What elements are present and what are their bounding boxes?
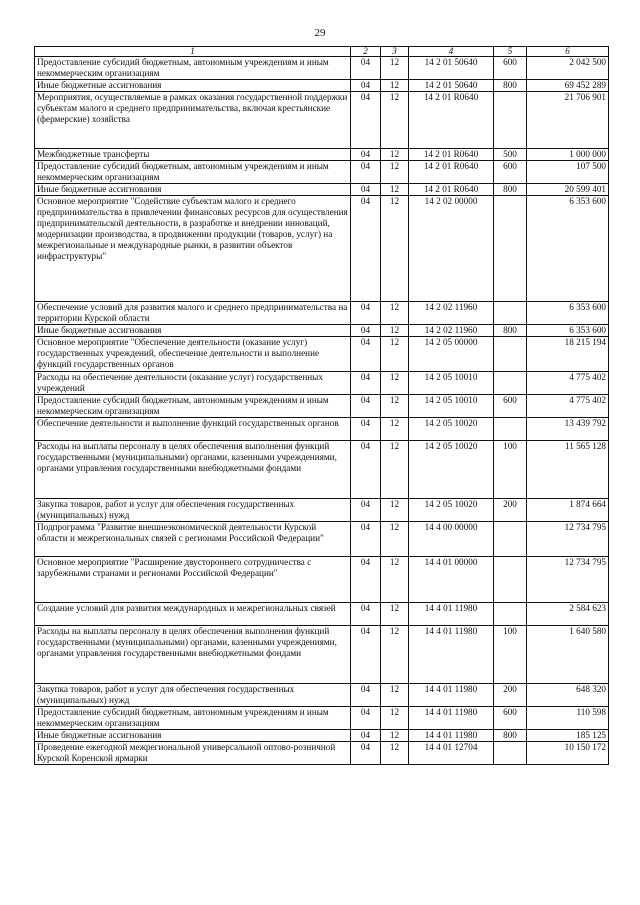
- row-name: Мероприятия, осуществляемые в рамках оказания государственной поддержки субъектам малого и среднего предпринимательства, включая крестьянские (фермерские) хозяйства: [35, 92, 351, 149]
- row-expense-type: [494, 302, 527, 325]
- row-code: 14 4 01 11980: [409, 707, 494, 730]
- table-row: [35, 80, 609, 92]
- row-amount: 1 000 000: [527, 149, 609, 161]
- row-section: 04: [351, 626, 381, 684]
- budget-allocation-table: [34, 46, 609, 765]
- row-code: 14 2 05 10010: [409, 395, 494, 418]
- table-row: [35, 196, 609, 302]
- row-amount: 11 565 128: [527, 441, 609, 499]
- row-amount: 2 584 623: [527, 603, 609, 626]
- row-subsection: 12: [381, 395, 409, 418]
- row-subsection: 12: [381, 707, 409, 730]
- row-expense-type: 100: [494, 441, 527, 499]
- row-section: 04: [351, 707, 381, 730]
- row-section: 04: [351, 80, 381, 92]
- row-code: 14 2 01 R0640: [409, 161, 494, 184]
- table-row: [35, 626, 609, 684]
- row-code: 14 4 01 00000: [409, 557, 494, 603]
- row-section: 04: [351, 441, 381, 499]
- row-expense-type: 200: [494, 684, 527, 707]
- row-subsection: 12: [381, 184, 409, 196]
- table-row: [35, 149, 609, 161]
- row-subsection: 12: [381, 418, 409, 441]
- row-name: Закупка товаров, работ и услуг для обеспечения государственных (муниципальных) нужд: [35, 499, 351, 522]
- row-section: 04: [351, 92, 381, 149]
- row-code: 14 2 05 10020: [409, 499, 494, 522]
- row-subsection: 12: [381, 80, 409, 92]
- table-row: [35, 603, 609, 626]
- row-name: Иные бюджетные ассигнования: [35, 184, 351, 196]
- row-expense-type: [494, 337, 527, 372]
- table-row: [35, 395, 609, 418]
- row-expense-type: 600: [494, 161, 527, 184]
- row-subsection: 12: [381, 196, 409, 302]
- row-name: Создание условий для развития международных и межрегиональных связей: [35, 603, 351, 626]
- row-amount: 110 598: [527, 707, 609, 730]
- row-section: 04: [351, 522, 381, 557]
- row-section: 04: [351, 742, 381, 765]
- row-expense-type: 800: [494, 730, 527, 742]
- table-row: [35, 57, 609, 80]
- row-section: 04: [351, 161, 381, 184]
- row-name: Проведение ежегодной межрегиональной универсальной оптово-розничной Курской Коренской ярмарки: [35, 742, 351, 765]
- row-subsection: 12: [381, 742, 409, 765]
- row-name: Основное мероприятие "Расширение двустороннего сотрудничества с зарубежными странами и регионами Российской Федерации": [35, 557, 351, 603]
- table-row: [35, 707, 609, 730]
- table-row: [35, 184, 609, 196]
- row-section: 04: [351, 395, 381, 418]
- row-amount: 10 150 172: [527, 742, 609, 765]
- row-subsection: 12: [381, 337, 409, 372]
- column-header: 2: [351, 47, 381, 57]
- table-row: [35, 372, 609, 395]
- row-name: Расходы на выплаты персоналу в целях обеспечения выполнения функций государственными (муниципальными) органами, казенными учреждениями, органами управления государственными внебюджетными фондами: [35, 626, 351, 684]
- row-amount: 107 500: [527, 161, 609, 184]
- column-header: 1: [35, 47, 351, 57]
- row-code: 14 2 05 10010: [409, 372, 494, 395]
- row-amount: 1 874 664: [527, 499, 609, 522]
- row-section: 04: [351, 325, 381, 337]
- column-header: 6: [527, 47, 609, 57]
- row-amount: 12 734 795: [527, 557, 609, 603]
- column-header: 3: [381, 47, 409, 57]
- column-header: 4: [409, 47, 494, 57]
- table-row: [35, 522, 609, 557]
- row-amount: 12 734 795: [527, 522, 609, 557]
- row-expense-type: 600: [494, 57, 527, 80]
- row-code: 14 2 02 00000: [409, 196, 494, 302]
- row-section: 04: [351, 184, 381, 196]
- table-row: [35, 742, 609, 765]
- row-amount: 6 353 600: [527, 302, 609, 325]
- row-code: 14 4 01 12704: [409, 742, 494, 765]
- row-section: 04: [351, 149, 381, 161]
- row-expense-type: 800: [494, 80, 527, 92]
- table-row: [35, 418, 609, 441]
- row-code: 14 2 02 11960: [409, 325, 494, 337]
- row-expense-type: [494, 522, 527, 557]
- row-amount: 6 353 600: [527, 196, 609, 302]
- table-row: [35, 730, 609, 742]
- table-row: [35, 499, 609, 522]
- row-code: 14 4 00 00000: [409, 522, 494, 557]
- row-expense-type: [494, 372, 527, 395]
- row-name: Иные бюджетные ассигнования: [35, 325, 351, 337]
- table-row: [35, 161, 609, 184]
- row-name: Обеспечение деятельности и выполнение функций государственных органов: [35, 418, 351, 441]
- row-subsection: 12: [381, 730, 409, 742]
- row-amount: 4 775 402: [527, 372, 609, 395]
- row-subsection: 12: [381, 92, 409, 149]
- row-amount: 69 452 289: [527, 80, 609, 92]
- row-subsection: 12: [381, 441, 409, 499]
- row-expense-type: [494, 557, 527, 603]
- page-number: 29: [314, 27, 326, 39]
- row-code: 14 4 01 11980: [409, 684, 494, 707]
- row-expense-type: [494, 92, 527, 149]
- row-name: Подпрограмма "Развитие внешнеэкономической деятельности Курской области и межрегиональных связей с регионами Российской Федерации": [35, 522, 351, 557]
- row-code: 14 2 05 10020: [409, 441, 494, 499]
- row-expense-type: 200: [494, 499, 527, 522]
- row-section: 04: [351, 337, 381, 372]
- row-name: Расходы на обеспечение деятельности (оказание услуг) государственных учреждений: [35, 372, 351, 395]
- row-amount: 6 353 600: [527, 325, 609, 337]
- row-name: Предоставление субсидий бюджетным, автономным учреждениям и иным некоммерческим организациям: [35, 161, 351, 184]
- row-name: Иные бюджетные ассигнования: [35, 80, 351, 92]
- row-expense-type: 800: [494, 325, 527, 337]
- row-code: 14 2 02 11960: [409, 302, 494, 325]
- row-subsection: 12: [381, 57, 409, 80]
- row-expense-type: 500: [494, 149, 527, 161]
- row-name: Предоставление субсидий бюджетным, автономным учреждениям и иным некоммерческим организациям: [35, 57, 351, 80]
- row-code: 14 4 01 11980: [409, 603, 494, 626]
- row-code: 14 2 01 50640: [409, 80, 494, 92]
- table-row: [35, 92, 609, 149]
- row-subsection: 12: [381, 626, 409, 684]
- row-expense-type: 100: [494, 626, 527, 684]
- row-code: 14 2 05 10020: [409, 418, 494, 441]
- table-row: [35, 557, 609, 603]
- row-expense-type: 600: [494, 707, 527, 730]
- row-subsection: 12: [381, 603, 409, 626]
- row-amount: 185 125: [527, 730, 609, 742]
- row-section: 04: [351, 557, 381, 603]
- table-header-row: [35, 47, 609, 57]
- row-expense-type: [494, 603, 527, 626]
- row-name: Основное мероприятие "Обеспечение деятельности (оказание услуг) государственных учреждений, обеспечение деятельности и выполнение функций государственных органов: [35, 337, 351, 372]
- row-code: 14 2 01 R0640: [409, 92, 494, 149]
- table-row: [35, 441, 609, 499]
- row-subsection: 12: [381, 557, 409, 603]
- row-expense-type: 800: [494, 184, 527, 196]
- row-amount: 1 640 580: [527, 626, 609, 684]
- row-section: 04: [351, 603, 381, 626]
- row-expense-type: [494, 196, 527, 302]
- row-code: 14 2 01 R0640: [409, 149, 494, 161]
- row-section: 04: [351, 499, 381, 522]
- row-subsection: 12: [381, 302, 409, 325]
- row-name: Основное мероприятие "Содействие субъектам малого и среднего предпринимательства в привлечении финансовых ресурсов для осуществления предпринимательской деятельности, в разработке и внедрении инноваций, модернизации производства, в продвижении продукции (товаров, услуг) на межрегиональные и международные рынки, в развитии объектов инфраструктуры": [35, 196, 351, 302]
- row-amount: 13 439 792: [527, 418, 609, 441]
- row-subsection: 12: [381, 522, 409, 557]
- row-section: 04: [351, 684, 381, 707]
- row-code: 14 4 01 11980: [409, 730, 494, 742]
- row-section: 04: [351, 196, 381, 302]
- row-name: Предоставление субсидий бюджетным, автономным учреждениям и иным некоммерческим организациям: [35, 395, 351, 418]
- row-subsection: 12: [381, 149, 409, 161]
- column-header: 5: [494, 47, 527, 57]
- row-code: 14 2 01 R0640: [409, 184, 494, 196]
- row-expense-type: [494, 418, 527, 441]
- row-expense-type: 600: [494, 395, 527, 418]
- row-amount: 4 775 402: [527, 395, 609, 418]
- row-code: 14 4 01 11980: [409, 626, 494, 684]
- table-row: [35, 302, 609, 325]
- row-expense-type: [494, 742, 527, 765]
- row-subsection: 12: [381, 161, 409, 184]
- row-section: 04: [351, 57, 381, 80]
- table-row: [35, 684, 609, 707]
- row-amount: 648 320: [527, 684, 609, 707]
- table-row: [35, 325, 609, 337]
- row-name: Иные бюджетные ассигнования: [35, 730, 351, 742]
- row-code: 14 2 05 00000: [409, 337, 494, 372]
- row-subsection: 12: [381, 499, 409, 522]
- row-subsection: 12: [381, 372, 409, 395]
- row-code: 14 2 01 50640: [409, 57, 494, 80]
- row-amount: 21 706 901: [527, 92, 609, 149]
- row-subsection: 12: [381, 325, 409, 337]
- row-name: Закупка товаров, работ и услуг для обеспечения государственных (муниципальных) нужд: [35, 684, 351, 707]
- row-section: 04: [351, 372, 381, 395]
- row-section: 04: [351, 730, 381, 742]
- row-name: Расходы на выплаты персоналу в целях обеспечения выполнения функций государственными (муниципальными) органами, казенными учреждениями, органами управления государственными внебюджетными фондами: [35, 441, 351, 499]
- row-amount: 18 215 194: [527, 337, 609, 372]
- row-section: 04: [351, 418, 381, 441]
- row-amount: 2 042 500: [527, 57, 609, 80]
- table-row: [35, 337, 609, 372]
- row-subsection: 12: [381, 684, 409, 707]
- row-name: Межбюджетные трансферты: [35, 149, 351, 161]
- row-section: 04: [351, 302, 381, 325]
- row-name: Предоставление субсидий бюджетным, автономным учреждениям и иным некоммерческим организациям: [35, 707, 351, 730]
- row-name: Обеспечение условий для развития малого и среднего предпринимательства на территории Курской области: [35, 302, 351, 325]
- row-amount: 20 599 401: [527, 184, 609, 196]
